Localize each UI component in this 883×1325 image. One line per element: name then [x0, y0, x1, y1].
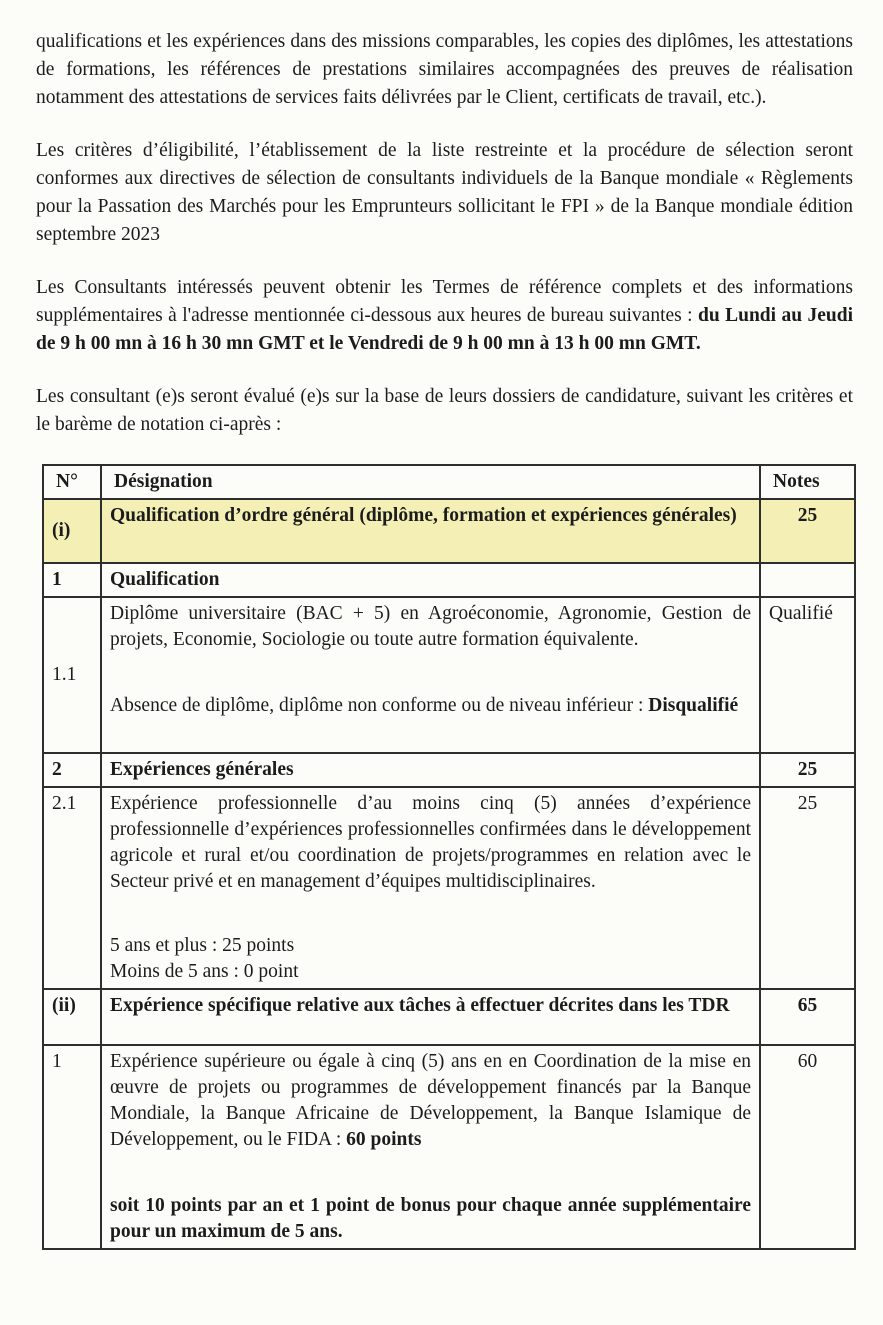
row-2-designation: Expériences générales [101, 753, 760, 787]
row-last-designation [101, 1045, 760, 1249]
row-i-num: (i) [43, 499, 101, 563]
paragraph-evaluation-intro: Les consultant (e)s seront évalué (e)s sur la base de leurs dossiers de candidature, suivant les critères et le barème de notation ci-après : [36, 386, 853, 435]
row-ii-num: (ii) [43, 989, 101, 1045]
row-1-1-absence-text [110, 693, 751, 719]
table-row-1-qualification [43, 563, 855, 597]
header-num: N° [43, 465, 101, 499]
row-2-1-bareme-5ans: 5 ans et plus : 25 points [110, 935, 295, 956]
row-1-1-diplome-text: Diplôme universitaire (BAC + 5) en Agroéconomie, Agronomie, Gestion de projets, Economie, Sociologie ou toute autre formation équivalente. [110, 603, 751, 650]
row-last-notes: 60 [760, 1045, 855, 1249]
table-row-ii-experience-specifique [43, 989, 855, 1045]
paragraph-qualifications: qualifications et les expériences dans des missions comparables, les copies des diplômes, les attestations de formations, les références de prestations similaires accompagnées des preuves de réalisation notamment des attestations de services faits délivrées par le Client, certificats de travail, etc.). [36, 31, 853, 108]
row-last-experience-text [110, 1049, 751, 1153]
row-last-num: 1 [43, 1045, 101, 1249]
row-1-1-disqualifie-bold: Disqualifié [648, 695, 739, 716]
header-designation: Désignation [101, 465, 760, 499]
row-1-1-absence-normal: Absence de diplôme, diplôme non conforme ou de niveau inférieur : [110, 695, 649, 716]
table-row-last-experience-coordination [43, 1045, 855, 1249]
row-ii-notes: 65 [760, 989, 855, 1045]
row-ii-designation: Expérience spécifique relative aux tâches à effectuer décrites dans les TDR [101, 989, 760, 1045]
row-1-1-notes: Qualifié [760, 597, 855, 753]
table-row-1-1-diplome [43, 597, 855, 753]
paragraph-consultants-hours-bold-text: du Lundi au Jeudi de 9 h 00 mn à 16 h 30 mn GMT et le Vendredi de 9 h 00 mn à 13 h 00 mn GMT. [36, 305, 853, 354]
row-2-1-experience-text: Expérience professionnelle d’au moins cinq (5) années d’expérience professionnelle d’expériences professionnelles confirmées dans le développement agricole et rural et/ou coordination de projets/programmes en relation avec le Secteur privé et en management d’équipes multidisciplinaires. [110, 793, 751, 892]
row-2-1-num: 2.1 [43, 787, 101, 989]
paragraph-consultants-normal-text: Les Consultants intéressés peuvent obtenir les Termes de référence complets et des informations supplémentaires à l'adresse mentionnée ci-dessous aux heures de bureau suivantes : [36, 277, 853, 326]
row-2-notes: 25 [760, 753, 855, 787]
row-last-experience-normal: Expérience supérieure ou égale à cinq (5) ans en en Coordination de la mise en œuvre de projets ou programmes de développement financés par la Banque Mondiale, la Banque Africaine de Développement, la Banque Islamique de Développement, ou le FIDA : [110, 1051, 751, 1150]
row-last-60points-bold: 60 points [346, 1129, 422, 1150]
table-header-row [43, 465, 855, 499]
paragraph-criteres-eligibilite: Les critères d’éligibilité, l’établissement de la liste restreinte et la procédure de sélection seront conformes aux directives de sélection de consultants individuels de la Banque mondiale « Règlements pour la Passation des Marchés pour les Emprunteurs sollicitant le FPI » de la Banque mondiale édition septembre 2023 [36, 140, 853, 245]
row-2-1-designation [101, 787, 760, 989]
row-last-bonus-bold-text: soit 10 points par an et 1 point de bonus pour chaque année supplémentaire pour un maximum de 5 ans. [110, 1195, 751, 1242]
row-2-1-bareme-moins5ans: Moins de 5 ans : 0 point [110, 961, 299, 982]
row-1-designation: Qualification [101, 563, 760, 597]
row-i-notes: 25 [760, 499, 855, 563]
table-row-2-1-experience-professionnelle [43, 787, 855, 989]
header-notes: Notes [760, 465, 855, 499]
table-row-i-qualification-generale [43, 499, 855, 563]
row-1-1-designation [101, 597, 760, 753]
row-1-num: 1 [43, 563, 101, 597]
row-i-designation: Qualification d’ordre général (diplôme, formation et expériences générales) [101, 499, 760, 563]
row-2-1-notes: 25 [760, 787, 855, 989]
row-1-1-num: 1.1 [43, 597, 101, 753]
paragraph-consultants-interesses [36, 274, 853, 358]
row-2-num: 2 [43, 753, 101, 787]
evaluation-criteria-table [42, 464, 856, 1250]
row-1-notes [760, 563, 855, 597]
table-row-2-experiences-generales [43, 753, 855, 787]
